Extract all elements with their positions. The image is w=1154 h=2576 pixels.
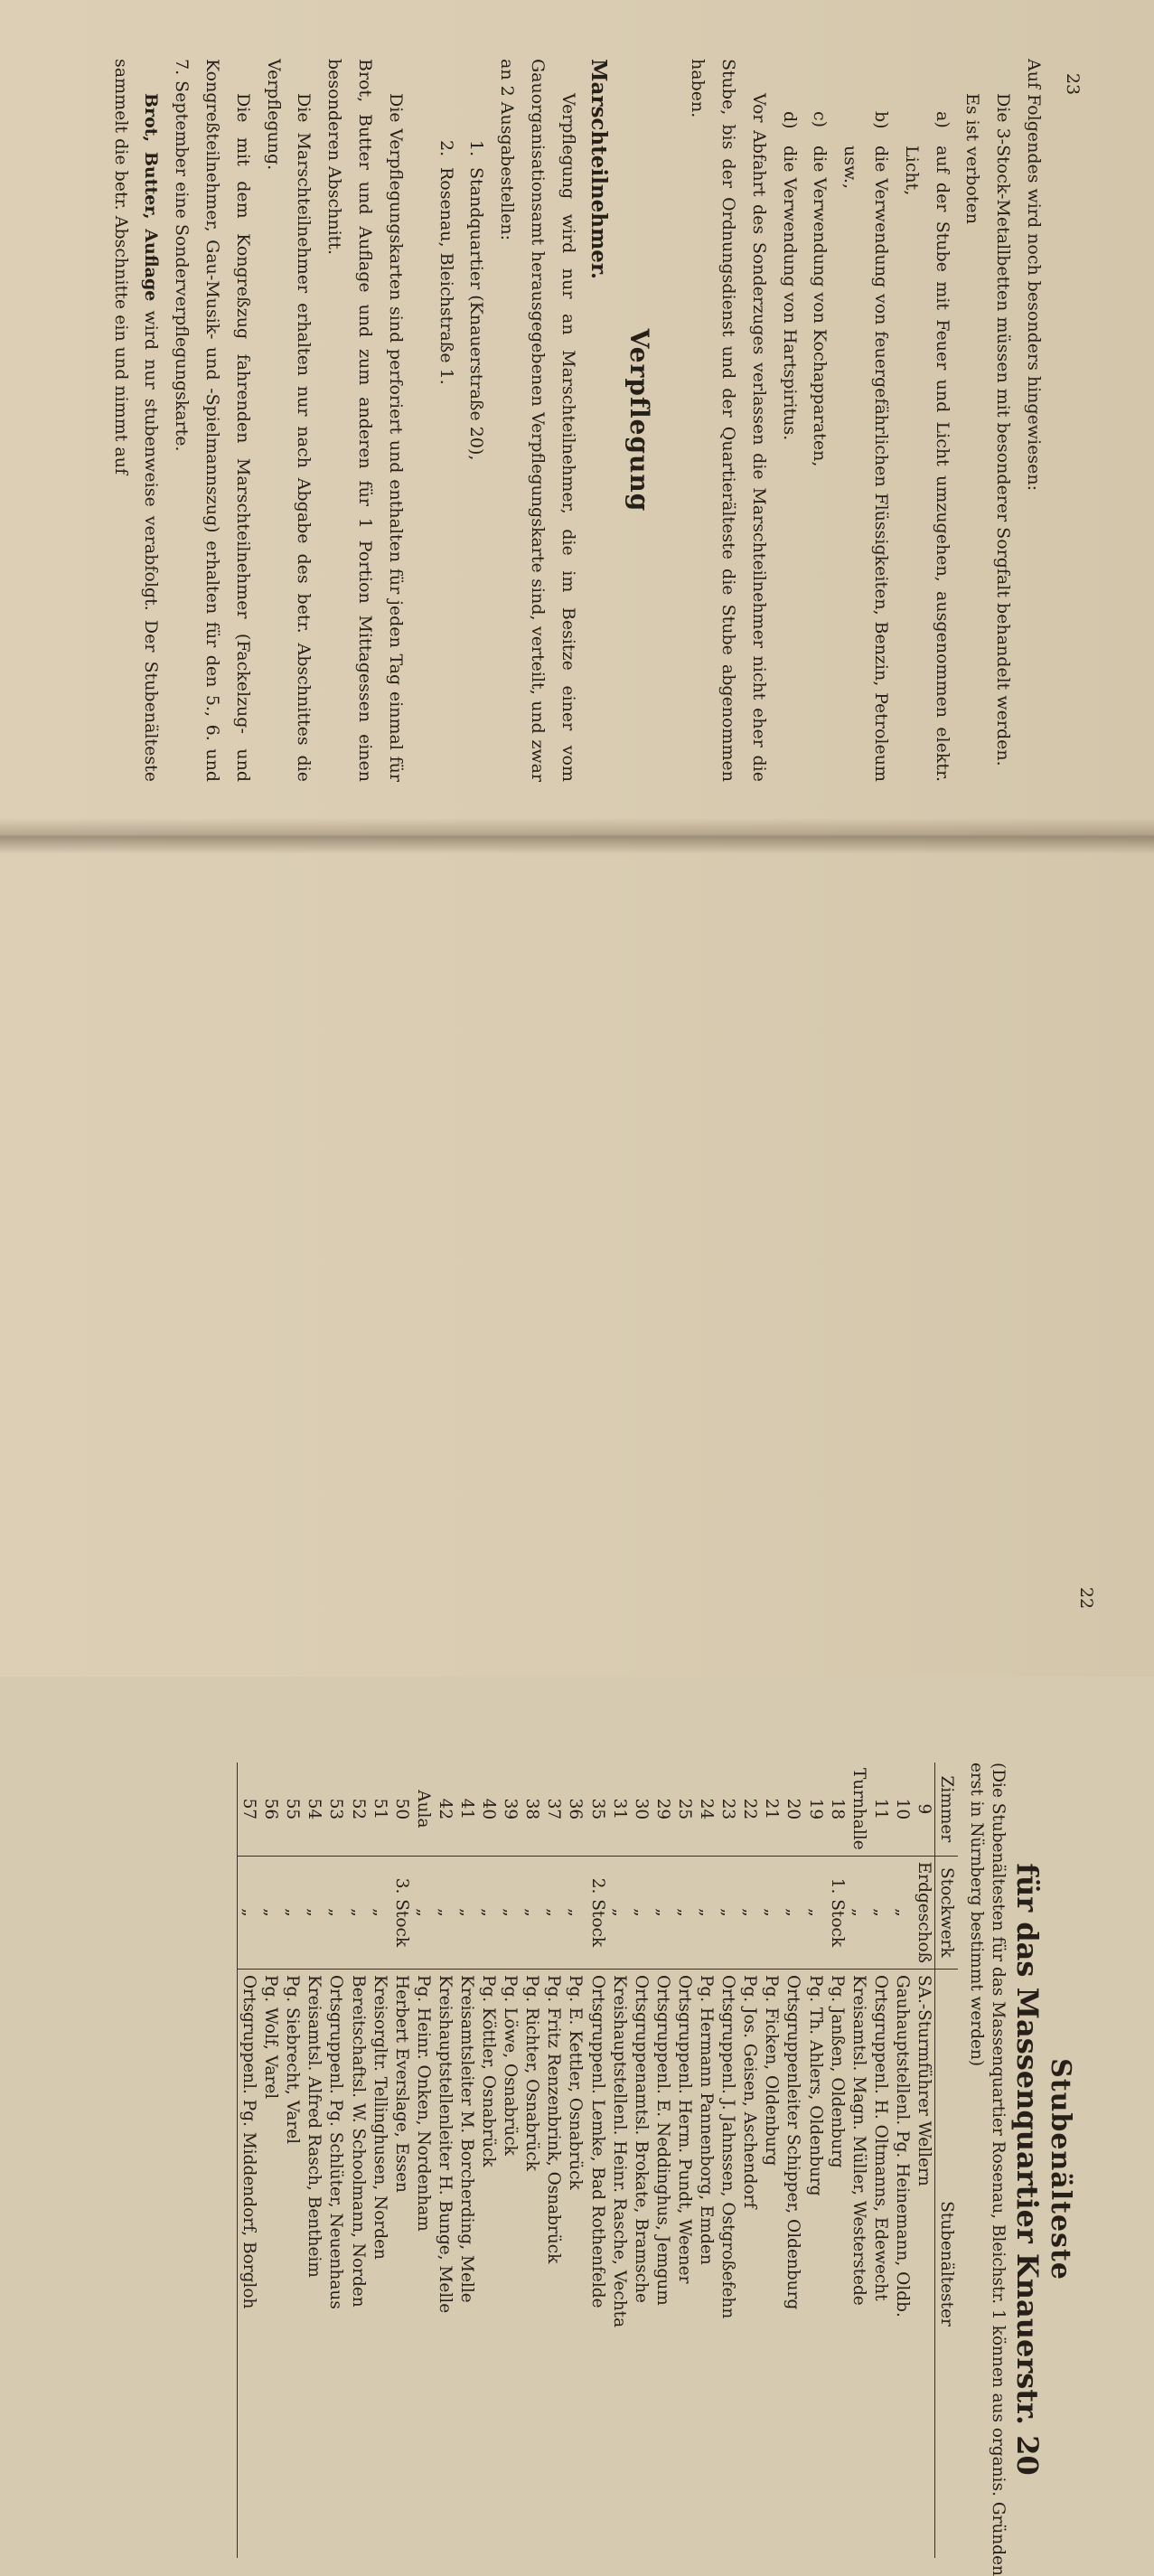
elder-cell: Pg. Köttler, Osnabrück <box>479 1975 499 2167</box>
elder-cell: Pg. E. Kettler, Osnabrück <box>566 1975 586 2190</box>
floor-cell: „ <box>346 1856 368 1969</box>
floor-cell: „ <box>717 1856 738 1969</box>
room-cell: 11 <box>869 1763 891 1856</box>
table-row <box>782 1763 803 2558</box>
page-subtitle: für das Massenquartier Knauerstr. 20 <box>1010 1863 1045 2476</box>
elder-cell: Pg. Ficken, Oldenburg <box>762 1975 782 2167</box>
floor-cell: 1. Stock <box>826 1856 848 1969</box>
floor-cell: „ <box>695 1856 717 1969</box>
floor-cell: „ <box>455 1856 477 1969</box>
elder-cell: Pg. Hermann Pannenborg, Emden <box>697 1975 717 2265</box>
forbidden-intro: Es ist verboten <box>962 93 983 224</box>
elder-cell: Ortsgruppenl. E. Neddinghus, Jemgum <box>652 1975 672 2306</box>
table-row <box>521 1763 542 2558</box>
room-cell: 52 <box>346 1763 368 1856</box>
floor-cell: 2. Stock <box>586 1856 608 1969</box>
elder-cell: Pg. Löwe, Osnabrück <box>501 1975 521 2156</box>
elder-cell: Pg. Richter, Osnabrück <box>522 1975 542 2171</box>
table-row <box>717 1763 738 2558</box>
room-cell: 18 <box>826 1763 848 1856</box>
page-22-text <box>99 1763 1075 2576</box>
table-row <box>455 1763 477 2558</box>
table-row <box>760 1763 782 2558</box>
table-row <box>369 1763 390 2558</box>
table-row <box>673 1763 695 2558</box>
table-row <box>477 1763 499 2558</box>
elder-cell: Pg. Wolf, Varel <box>261 1975 281 2100</box>
intro-text: Auf Folgendes wird noch besonders hingewiesen: <box>1024 59 1044 492</box>
elder-cell: Kreisamtsl. Magn. Müller, Westerstede <box>849 1975 868 2306</box>
floor-cell: „ <box>803 1856 825 1969</box>
elder-cell: Ortsgruppenamtsl. Brokate, Bramsche <box>631 1975 651 2303</box>
page-number-top: 23 <box>1063 72 1084 96</box>
floor-cell: „ <box>434 1856 455 1969</box>
room-cell: 42 <box>434 1763 455 1856</box>
page-23-text <box>108 59 1048 782</box>
room-cell: 37 <box>542 1763 564 1856</box>
floor-cell: „ <box>281 1856 303 1969</box>
room-cell: 51 <box>369 1763 390 1856</box>
table-row <box>499 1763 521 2558</box>
floor-cell: „ <box>259 1856 281 1969</box>
page-title: Stubenälteste <box>1045 2058 1076 2280</box>
table-body <box>238 1763 935 2558</box>
room-cell: 25 <box>673 1763 695 1856</box>
brot-bold: Brot, Butter, Auflage <box>141 93 162 302</box>
room-cell: 54 <box>303 1763 324 1856</box>
room-cell: Aula <box>412 1763 434 1856</box>
elder-cell: Kreisamtsl. Alfred Rasch, Bentheim <box>305 1975 324 2278</box>
elder-cell: Pg. Heinr. Onken, Nordenham <box>413 1975 433 2232</box>
floor-cell: „ <box>782 1856 803 1969</box>
page-number-bottom: 22 <box>1076 1586 1097 1610</box>
room-cell: Turnhalle <box>848 1763 869 1856</box>
floor-cell: „ <box>564 1856 586 1969</box>
room-cell: 19 <box>803 1763 825 1856</box>
page-22 <box>0 836 1154 2576</box>
floor-cell: „ <box>869 1856 891 1969</box>
section-title: Verpflegung <box>624 328 655 512</box>
table-row <box>608 1763 630 2558</box>
subsection-title: Marschteilnehmer. <box>586 59 611 279</box>
brot-text: Brot, Butter, Auflage wird nur stubenweise verabfolgt. Der Stubenälteste sammelt die betr. Abschnitte ein und nimmt auf <box>110 59 162 782</box>
room-cell: 40 <box>477 1763 499 1856</box>
elder-cell: Herbert Everslage, Essen <box>391 1975 411 2193</box>
elder-cell: Kreishauptstellenleiter H. Bunge, Melle <box>435 1975 455 2314</box>
forbidden-item: a) auf der Stube mit Feuer und Licht umzugehen, ausgenommen elektr. Licht, <box>901 111 952 782</box>
kongress-text: Die mit dem Kongreßzug fahrenden Marschteilnehmer (Fackelzug- und Kongreßteilnehmer, Gau-Musik- und -Spielmannszug) erhalten für den 5., 6. und 7. September eine Sonderverpflegungskarte. <box>172 59 253 782</box>
elder-cell: Ortsgruppenl. Pg. Middendorf, Borgloh <box>238 1970 260 2559</box>
table-row <box>869 1763 891 2558</box>
elder-cell: Bereitschaftsl. W. Schoolmann, Norden <box>348 1975 368 2308</box>
floor-cell: „ <box>499 1856 521 1969</box>
elder-cell: Ortsgruppenl. H. Oltmanns, Edewecht <box>870 1975 890 2301</box>
table-row <box>564 1763 586 2558</box>
table-row <box>412 1763 434 2558</box>
floor-cell: „ <box>303 1856 324 1969</box>
floor-cell: Erdgeschoß <box>913 1856 935 1969</box>
elder-cell: Pg. Fritz Renzenbrink, Osnabrück <box>544 1975 564 2264</box>
forbidden-item: b) die Verwendung von feuergefährlichen Flüssigkeiten, Benzin, Petroleum usw., <box>840 111 892 782</box>
elder-cell: Kreishauptstellenl. Heinr. Rasche, Vechta <box>609 1975 629 2328</box>
table-row <box>891 1763 913 2558</box>
table-row <box>630 1763 652 2558</box>
room-cell: 38 <box>521 1763 542 1856</box>
table-row <box>434 1763 455 2558</box>
elder-cell: Pg. Jos. Geisen, Aschendorf <box>740 1975 760 2209</box>
table-row <box>586 1763 608 2558</box>
room-cell: 57 <box>238 1763 260 1856</box>
elder-cell: Gauhauptstellenl. Pg. Heinemann, Oldb. <box>892 1975 912 2317</box>
elder-cell: Pg. Th. Ahlers, Oldenburg <box>805 1975 825 2196</box>
table-row <box>738 1763 760 2558</box>
room-cell: 24 <box>695 1763 717 1856</box>
table-row <box>913 1763 935 2558</box>
forbidden-item: c) die Verwendung von Kochapparaten, <box>810 111 830 467</box>
floor-cell: „ <box>673 1856 695 1969</box>
table-row <box>652 1763 673 2558</box>
floor-cell: „ <box>760 1856 782 1969</box>
floor-cell: „ <box>412 1856 434 1969</box>
header-room: Zimmer <box>935 1763 959 1856</box>
table-row <box>281 1763 303 2558</box>
forbidden-list <box>774 59 957 782</box>
elder-cell: Ortsgruppenl. Pg. Schlüter, Neuenhaus <box>326 1975 346 2309</box>
elder-cell: Pg. Siebrecht, Varel <box>283 1975 303 2145</box>
floor-cell: 3. Stock <box>390 1856 412 1969</box>
table-row <box>303 1763 324 2558</box>
elder-cell: Ortsgruppenl. J. Jahnssen, Ostgroßefehn <box>718 1975 738 2319</box>
room-cell: 50 <box>390 1763 412 1856</box>
karten-text: Die Verpflegungskarten sind perforiert und enthalten für jeden Tag einmal für Brot, Butter und Auflage und zum anderen für 1 Portion Mittagessen einen besonderen Abschnitt. <box>324 59 406 782</box>
elder-cell: Kreisamtsleiter M. Borcherding, Melle <box>457 1975 477 2303</box>
room-cell: 29 <box>652 1763 673 1856</box>
floor-cell: „ <box>630 1856 652 1969</box>
page-23 <box>0 0 1154 836</box>
room-cell: 55 <box>281 1763 303 1856</box>
elder-cell: Ortsgruppenleiter Schipper, Oldenburg <box>783 1975 803 2310</box>
forbidden-item: d) die Verwendung von Hartspiritus. <box>779 111 800 441</box>
table-row <box>826 1763 848 2558</box>
room-cell: 35 <box>586 1763 608 1856</box>
floor-cell: „ <box>477 1856 499 1969</box>
floor-cell: „ <box>521 1856 542 1969</box>
stubenaelteste-table <box>237 1763 958 2558</box>
room-cell: 53 <box>324 1763 346 1856</box>
elder-cell: Kreisorgltr. Tellinghusen, Norden <box>370 1975 389 2260</box>
table-row <box>238 1763 260 2558</box>
room-cell: 56 <box>259 1763 281 1856</box>
room-cell: 21 <box>760 1763 782 1856</box>
table-row <box>542 1763 564 2558</box>
ausgabestelle-item: 2. Rosenau, Bleichstraße 1. <box>436 140 456 385</box>
elder-cell: Pg. Janßen, Oldenburg <box>827 1975 847 2168</box>
room-cell: 39 <box>499 1763 521 1856</box>
beds-text: Die 3-Stock-Metallbetten müssen mit besonderer Sorgfalt behandelt werden. <box>993 93 1014 766</box>
floor-cell: „ <box>848 1856 869 1969</box>
floor-cell: „ <box>652 1856 673 1969</box>
room-cell: 22 <box>738 1763 760 1856</box>
floor-cell: „ <box>369 1856 390 1969</box>
elder-cell: Ortsgruppenl. Lemke, Bad Rothenfelde <box>587 1975 607 2308</box>
table-row <box>390 1763 412 2558</box>
table-row <box>848 1763 869 2558</box>
page-note: (Die Stubenältesten für das Massenquartier Rosenau, Bleichstr. 1 können aus organis. Gründen erst in Nürnberg bestimmt werden) <box>967 1763 1008 2576</box>
table-row <box>346 1763 368 2558</box>
header-elder: Stubenältester <box>935 1970 959 2559</box>
room-cell: 36 <box>564 1763 586 1856</box>
room-cell: 30 <box>630 1763 652 1856</box>
floor-cell: „ <box>238 1856 260 1969</box>
elder-cell: SA.-Sturmführer Wellern <box>915 1975 934 2186</box>
table-row <box>803 1763 825 2558</box>
departure-text: Vor Abfahrt des Sonderzuges verlassen die Marschteilnehmer nicht eher die Stube, bis der Ordnungsdienst und der Quartierälteste die Stube abgenommen haben. <box>688 59 769 782</box>
table-row <box>695 1763 717 2558</box>
room-cell: 31 <box>608 1763 630 1856</box>
floor-cell: „ <box>542 1856 564 1969</box>
floor-cell: „ <box>738 1856 760 1969</box>
room-cell: 20 <box>782 1763 803 1856</box>
floor-cell: „ <box>324 1856 346 1969</box>
elder-cell: Ortsgruppenl. Herm. Pundt, Weener <box>674 1975 694 2284</box>
table-row <box>259 1763 281 2558</box>
floor-cell: „ <box>608 1856 630 1969</box>
verpflegung-text: Verpflegung wird nur an Marschteilnehmer, die im Besitze einer vom Gauorganisationsamt herausgegebenen Verpflegungskarte sind, verteilt, und zwar an 2 Ausgabestellen: <box>497 59 578 782</box>
room-cell: 9 <box>913 1763 935 1856</box>
floor-cell: „ <box>891 1856 913 1969</box>
ausgabestellen-list <box>430 59 492 782</box>
room-cell: 41 <box>455 1763 477 1856</box>
table-row <box>324 1763 346 2558</box>
room-cell: 23 <box>717 1763 738 1856</box>
abgabe-text: Die Marschteilnehmer erhalten nur nach Abgabe des betr. Abschnittes die Verpflegung. <box>263 59 314 782</box>
header-floor: Stockwerk <box>935 1856 959 1969</box>
ausgabestelle-item: 1. Standquartier (Knauerstraße 20), <box>466 140 487 461</box>
room-cell: 10 <box>891 1763 913 1856</box>
